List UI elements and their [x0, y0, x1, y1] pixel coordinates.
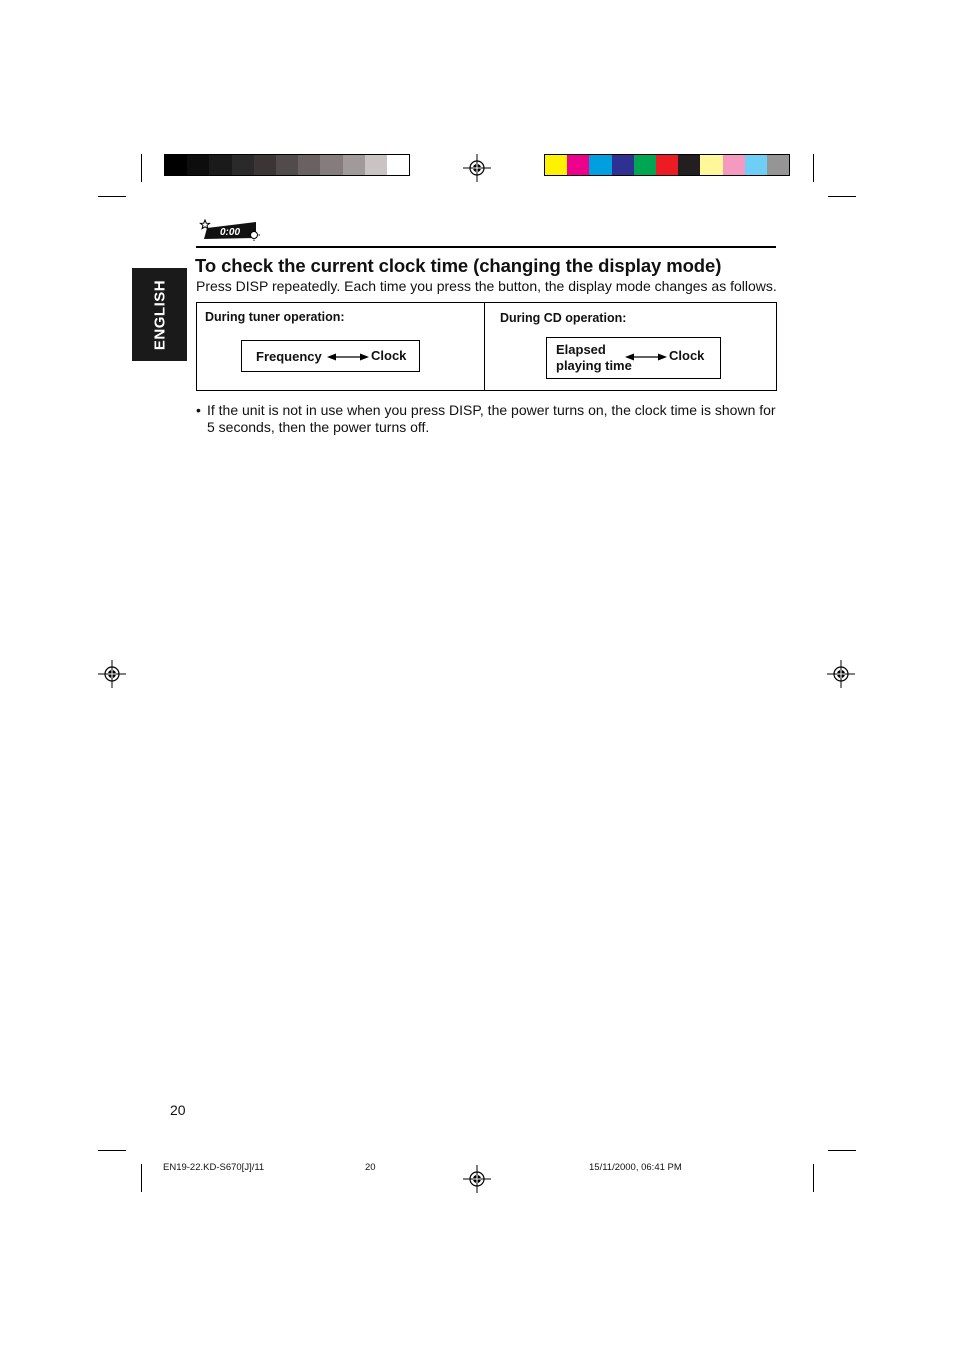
crop-mark — [813, 1164, 814, 1192]
color-swatch — [634, 155, 656, 175]
power-note-text: If the unit is not in use when you press DISP, the power turns on, the clock time is shown for 5 seconds, then the power turns off. — [207, 402, 776, 435]
color-swatch — [678, 155, 700, 175]
intro-text: Press DISP repeatedly. Each time you press the button, the display mode changes as follows. — [196, 278, 777, 294]
tuner-mode-flow — [241, 340, 420, 372]
color-swatch — [612, 155, 634, 175]
registration-mark-icon — [462, 153, 492, 183]
color-swatch — [165, 155, 187, 175]
crop-mark — [98, 1150, 126, 1151]
bullet-marker: • — [196, 402, 201, 418]
cd-mode-clock: Clock — [669, 348, 705, 363]
color-swatch — [745, 155, 767, 175]
registration-mark-icon — [826, 659, 856, 689]
tuner-operation-label: During tuner operation: — [205, 310, 345, 324]
crop-mark — [98, 196, 126, 197]
color-swatch — [232, 155, 254, 175]
cd-mode-flow — [546, 337, 721, 379]
crop-mark — [828, 1150, 856, 1151]
color-swatch — [723, 155, 745, 175]
table-divider — [484, 303, 485, 390]
cd-mode-elapsed: Elapsed — [556, 342, 606, 357]
color-swatch — [254, 155, 276, 175]
crop-mark — [813, 154, 814, 182]
grayscale-color-bar — [164, 154, 410, 176]
page-number: 20 — [170, 1102, 186, 1118]
disp-button-icon — [198, 218, 262, 242]
svg-text:0:00: 0:00 — [220, 227, 241, 238]
color-swatch — [767, 155, 789, 175]
color-swatch — [387, 155, 409, 175]
language-tab — [132, 268, 187, 361]
color-calibration-bar — [544, 154, 790, 176]
color-swatch — [589, 155, 611, 175]
color-swatch — [365, 155, 387, 175]
registration-mark-icon — [462, 1164, 492, 1194]
crop-mark — [141, 154, 142, 182]
language-tab-label: ENGLISH — [151, 279, 168, 350]
color-swatch — [545, 155, 567, 175]
footer-timestamp: 15/11/2000, 06:41 PM — [589, 1162, 682, 1173]
footer-file: EN19-22.KD-S670[J]/11 — [163, 1162, 265, 1173]
color-swatch — [656, 155, 678, 175]
color-swatch — [276, 155, 298, 175]
color-swatch — [700, 155, 722, 175]
color-swatch — [320, 155, 342, 175]
display-mode-table — [196, 302, 777, 391]
color-swatch — [298, 155, 320, 175]
crop-mark — [828, 196, 856, 197]
footer-page: 20 — [365, 1162, 376, 1173]
color-swatch — [343, 155, 365, 175]
section-heading: To check the current clock time (changing the display mode) — [195, 255, 722, 276]
registration-mark-icon — [97, 659, 127, 689]
double-arrow-icon — [327, 352, 369, 362]
color-swatch — [209, 155, 231, 175]
color-swatch — [187, 155, 209, 175]
section-rule — [196, 246, 776, 248]
crop-mark — [141, 1164, 142, 1192]
double-arrow-icon — [625, 352, 667, 362]
tuner-mode-frequency: Frequency — [256, 349, 322, 364]
cd-operation-label: During CD operation: — [500, 311, 627, 325]
tuner-mode-clock: Clock — [371, 348, 407, 363]
cd-mode-playing-time: playing time — [556, 358, 632, 373]
color-swatch — [567, 155, 589, 175]
